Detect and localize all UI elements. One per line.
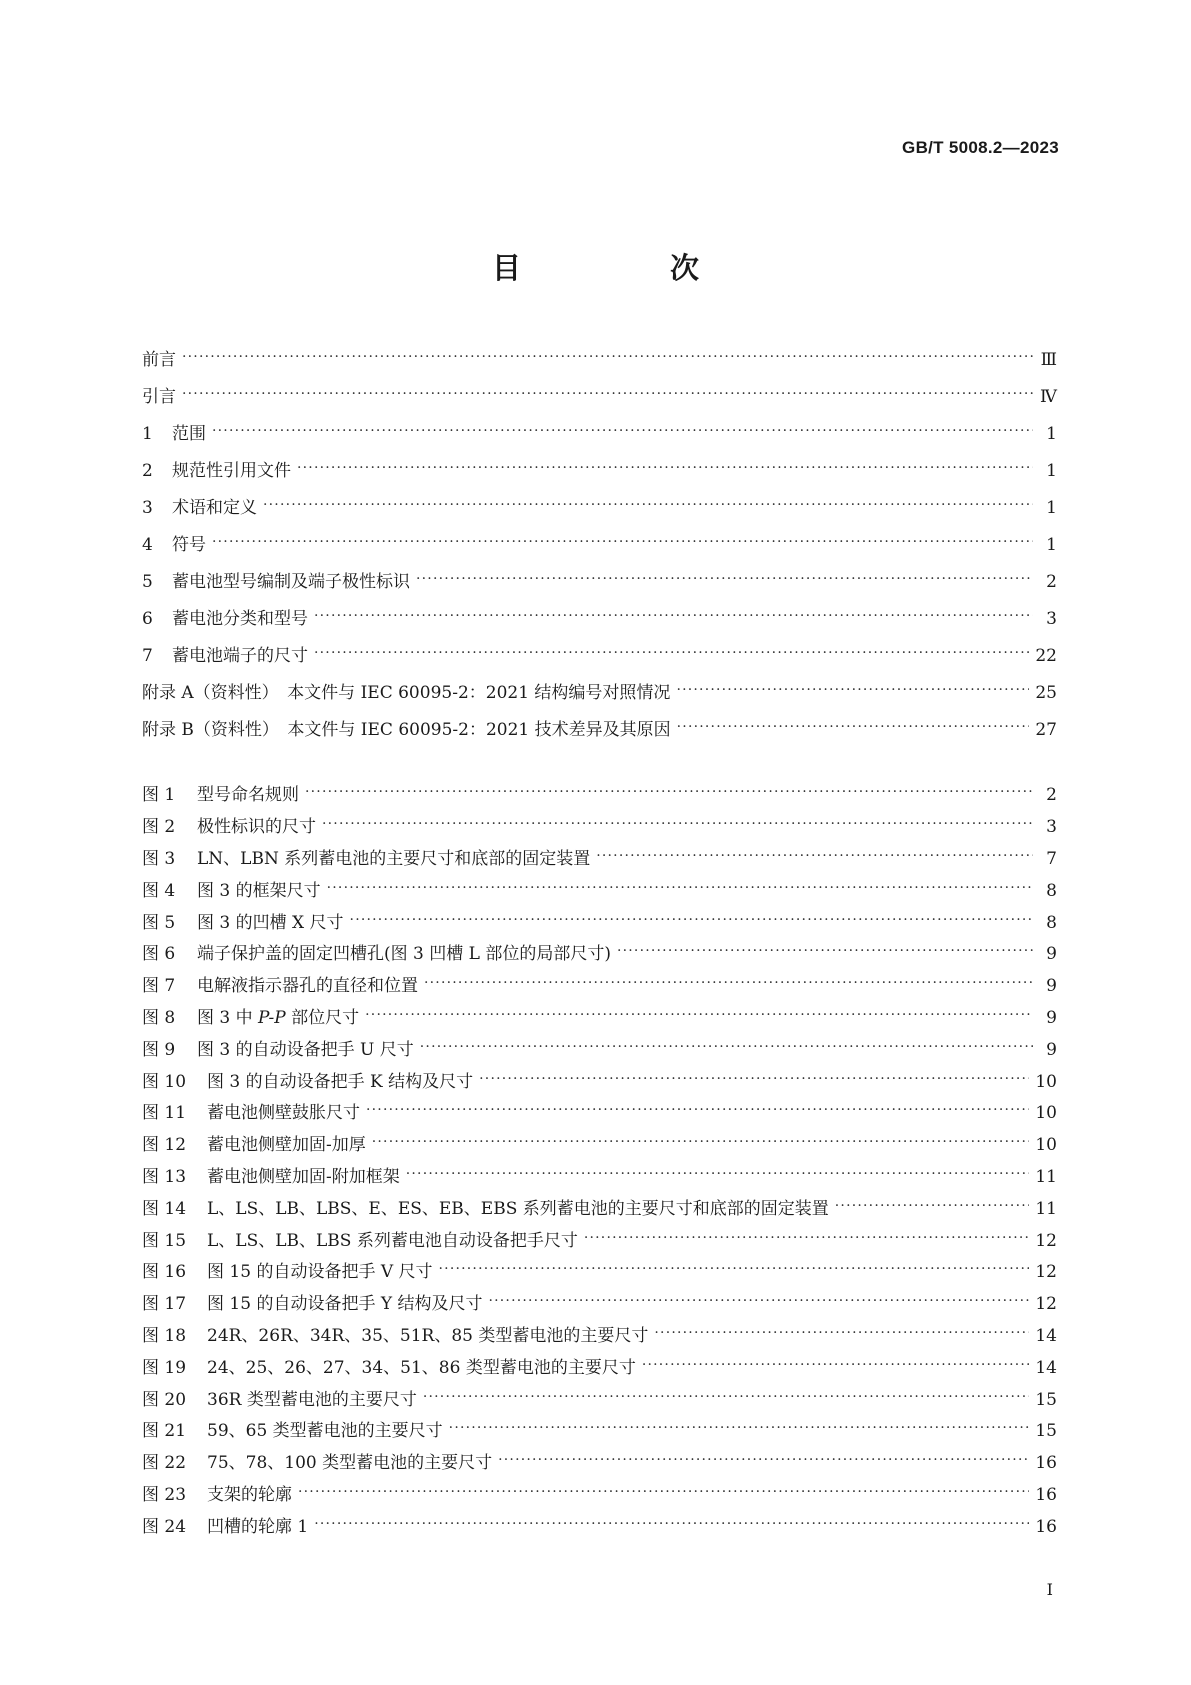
- toc-entry-3[interactable]: [142, 490, 1057, 527]
- dot-leader: [327, 883, 1033, 900]
- toc-entry-label: 范围: [172, 424, 206, 444]
- figure-page: 15: [1035, 1421, 1057, 1442]
- figure-label: 电解液指示器孔的直径和位置: [197, 976, 418, 997]
- figure-entry[interactable]: [142, 1098, 1057, 1130]
- dot-leader: [263, 500, 1033, 517]
- dot-leader: [584, 1233, 1030, 1250]
- figure-label: 型号命名规则: [197, 785, 299, 806]
- toc-entry-label: 术语和定义: [172, 498, 257, 518]
- toc-entry-number: 7: [142, 646, 153, 666]
- figure-entry[interactable]: [142, 1289, 1057, 1321]
- dot-leader: [449, 1423, 1030, 1440]
- figure-label: 蓄电池侧壁加固-加厚: [207, 1135, 366, 1156]
- figure-entry[interactable]: [142, 1193, 1057, 1225]
- figure-page: 7: [1046, 848, 1057, 869]
- dot-leader: [642, 1360, 1030, 1377]
- figure-label: 59、65 类型蓄电池的主要尺寸: [207, 1421, 443, 1442]
- figure-page: 15: [1035, 1389, 1057, 1410]
- dot-leader: [439, 1264, 1030, 1281]
- toc-entry-label: 规范性引用文件: [172, 461, 291, 481]
- toc-entry-2[interactable]: [142, 453, 1057, 490]
- toc-entry-annex-b[interactable]: [142, 712, 1057, 749]
- figure-page: 10: [1035, 1103, 1057, 1124]
- figure-entry[interactable]: [142, 939, 1057, 971]
- figure-page: 9: [1046, 944, 1057, 965]
- figure-page: 14: [1035, 1357, 1057, 1378]
- toc-entry-page: 1: [1046, 461, 1057, 481]
- dot-leader: [654, 1328, 1029, 1345]
- dot-leader: [314, 648, 1029, 665]
- dot-leader: [424, 978, 1033, 995]
- dot-leader: [305, 787, 1033, 804]
- dot-leader: [366, 1105, 1029, 1122]
- standard-code: GB/T 5008.2—2023: [902, 138, 1059, 157]
- toc-entry-page: 27: [1035, 720, 1057, 740]
- figure-entry[interactable]: [142, 1384, 1057, 1416]
- dot-leader: [420, 1042, 1033, 1059]
- figure-number: 图 20: [142, 1389, 187, 1410]
- figure-entry[interactable]: [142, 1352, 1057, 1384]
- toc-entry-foreword[interactable]: [142, 342, 1057, 379]
- toc-entry-7[interactable]: [142, 638, 1057, 675]
- page-folio: Ⅰ: [1046, 1580, 1053, 1599]
- figure-page: 2: [1046, 785, 1057, 806]
- figure-label-pre: 图 3 中: [197, 1007, 259, 1028]
- figure-page: 8: [1046, 912, 1057, 933]
- figure-page: 12: [1035, 1294, 1057, 1315]
- figure-label-italic: P-P: [258, 1007, 286, 1028]
- figure-number: 图 7: [142, 976, 176, 997]
- figure-page: 11: [1035, 1166, 1057, 1187]
- toc-entry-label: 附录 A（资料性） 本文件与 IEC 60095-2：2021 结构编号对照情况: [142, 683, 671, 703]
- figure-label: 75、78、100 类型蓄电池的主要尺寸: [207, 1453, 493, 1474]
- figure-number: 图 22: [142, 1453, 187, 1474]
- figure-label: 图 15 的自动设备把手 Y 结构及尺寸: [207, 1294, 483, 1315]
- toc-entry-page: 2: [1046, 572, 1057, 592]
- figure-number: 图 9: [142, 1039, 176, 1060]
- figure-label: 图 3 的框架尺寸: [197, 880, 321, 901]
- dot-leader: [297, 463, 1033, 480]
- toc-entry-number: 5: [142, 572, 153, 592]
- figure-page: 9: [1046, 1039, 1057, 1060]
- figure-entry[interactable]: [142, 844, 1057, 876]
- dot-leader: [212, 426, 1033, 443]
- toc-entry-page: 25: [1035, 683, 1057, 703]
- dot-leader: [676, 685, 1029, 702]
- dot-leader: [677, 722, 1030, 739]
- toc-entry-page: Ⅳ: [1040, 387, 1057, 407]
- figure-entry[interactable]: [142, 780, 1057, 812]
- toc-entry-page: 22: [1035, 646, 1057, 666]
- figure-number: 图 19: [142, 1357, 187, 1378]
- toc-entry-5[interactable]: [142, 564, 1057, 601]
- figure-page: 8: [1046, 880, 1057, 901]
- dot-leader: [350, 915, 1033, 932]
- dot-leader: [212, 537, 1033, 554]
- dot-leader: [416, 574, 1033, 591]
- dot-leader: [423, 1392, 1030, 1409]
- figure-label: 蓄电池侧壁加固-附加框架: [207, 1166, 400, 1187]
- figure-page: 16: [1035, 1453, 1057, 1474]
- dot-leader: [182, 352, 1033, 369]
- figure-label: 支架的轮廓: [207, 1484, 292, 1505]
- figure-page: 10: [1035, 1071, 1057, 1092]
- toc-entry-number: 1: [142, 424, 153, 444]
- figure-number: 图 17: [142, 1294, 187, 1315]
- dot-leader: [314, 611, 1033, 628]
- toc-entry-page: 1: [1046, 535, 1057, 555]
- figure-label: 24、25、26、27、34、51、86 类型蓄电池的主要尺寸: [207, 1357, 636, 1378]
- figure-label: 端子保护盖的固定凹槽孔(图 3 凹槽 L 部位的局部尺寸): [197, 944, 611, 965]
- dot-leader: [835, 1201, 1030, 1218]
- figure-label: L、LS、LB、LBS 系列蓄电池自动设备把手尺寸: [207, 1230, 578, 1251]
- dot-leader: [322, 819, 1033, 836]
- toc-entry-page: Ⅲ: [1040, 350, 1057, 370]
- toc-entry-number: 3: [142, 498, 153, 518]
- figure-entry[interactable]: [142, 1511, 1057, 1543]
- figure-number: 图 16: [142, 1262, 187, 1283]
- toc-entry-4[interactable]: [142, 527, 1057, 564]
- toc-entry-label: 蓄电池端子的尺寸: [172, 646, 308, 666]
- figure-entry[interactable]: [142, 1066, 1057, 1098]
- toc-entry-annex-a[interactable]: [142, 675, 1057, 712]
- figure-entry[interactable]: [142, 1162, 1057, 1194]
- figure-label: 图 3 的自动设备把手 K 结构及尺寸: [207, 1071, 474, 1092]
- figure-page: 16: [1035, 1484, 1057, 1505]
- figure-entry[interactable]: [142, 875, 1057, 907]
- toc-entry-label: 附录 B（资料性） 本文件与 IEC 60095-2：2021 技术差异及其原因: [142, 720, 671, 740]
- figure-page: 10: [1035, 1135, 1057, 1156]
- figure-entry[interactable]: [142, 1257, 1057, 1289]
- figure-page: 11: [1035, 1198, 1057, 1219]
- toc-entry-page: 3: [1046, 609, 1057, 629]
- figure-number: 图 24: [142, 1516, 187, 1537]
- figure-label: 36R 类型蓄电池的主要尺寸: [207, 1389, 417, 1410]
- dot-leader: [298, 1487, 1029, 1504]
- figure-number: 图 4: [142, 880, 176, 901]
- figure-number: 图 1: [142, 785, 176, 806]
- figure-number: 图 12: [142, 1135, 187, 1156]
- toc-entry-label: 符号: [172, 535, 206, 555]
- toc-entry-page: 1: [1046, 424, 1057, 444]
- figure-number: 图 21: [142, 1421, 187, 1442]
- page-title: 目 次: [491, 251, 759, 285]
- dot-leader: [372, 1137, 1030, 1154]
- toc-entry-label: 引言: [142, 387, 176, 407]
- toc-entry-label: 蓄电池型号编制及端子极性标识: [172, 572, 410, 592]
- figure-entry[interactable]: [142, 1130, 1057, 1162]
- toc-entry-number: 6: [142, 609, 153, 629]
- toc-entry-label: 蓄电池分类和型号: [172, 609, 308, 629]
- dot-leader: [596, 851, 1033, 868]
- figure-entry[interactable]: [142, 1003, 1057, 1035]
- figure-number: 图 23: [142, 1484, 187, 1505]
- dot-leader: [479, 1074, 1029, 1091]
- figure-label: 图 15 的自动设备把手 V 尺寸: [207, 1262, 433, 1283]
- dot-leader: [488, 1296, 1029, 1313]
- dot-leader: [314, 1519, 1029, 1536]
- figure-page: 14: [1035, 1325, 1057, 1346]
- figure-number: 图 3: [142, 848, 176, 869]
- figure-number: 图 6: [142, 944, 176, 965]
- dot-leader: [617, 946, 1033, 963]
- toc-entry-number: 4: [142, 535, 153, 555]
- figure-entry[interactable]: [142, 1448, 1057, 1480]
- toc-entry-label: 前言: [142, 350, 176, 370]
- figure-number: 图 13: [142, 1166, 187, 1187]
- figure-number: 图 8: [142, 1007, 176, 1028]
- figure-entry[interactable]: [142, 1480, 1057, 1512]
- figure-label: 图 3 的凹槽 X 尺寸: [197, 912, 344, 933]
- toc-entry-page: 1: [1046, 498, 1057, 518]
- figure-page: 16: [1035, 1516, 1057, 1537]
- toc-entry-1[interactable]: [142, 416, 1057, 453]
- figure-label: 图 3 的自动设备把手 U 尺寸: [197, 1039, 414, 1060]
- toc-list: [142, 342, 1057, 749]
- figure-entry[interactable]: [142, 1034, 1057, 1066]
- figure-entry[interactable]: [142, 1225, 1057, 1257]
- figure-page: 12: [1035, 1262, 1057, 1283]
- figure-label-post: 部位尺寸: [285, 1007, 360, 1028]
- figure-number: 图 18: [142, 1325, 187, 1346]
- figure-label: 极性标识的尺寸: [197, 817, 316, 838]
- figure-entry[interactable]: [142, 812, 1057, 844]
- figure-number: 图 11: [142, 1103, 187, 1124]
- toc-entry-number: 2: [142, 461, 153, 481]
- figure-number: 图 10: [142, 1071, 187, 1092]
- figure-entry[interactable]: [142, 1321, 1057, 1353]
- dot-leader: [498, 1455, 1029, 1472]
- dot-leader: [365, 1010, 1033, 1027]
- figure-entry[interactable]: [142, 907, 1057, 939]
- dot-leader: [406, 1169, 1030, 1186]
- figure-label: L、LS、LB、LBS、E、ES、EB、EBS 系列蓄电池的主要尺寸和底部的固定装置: [207, 1198, 829, 1219]
- figure-label: LN、LBN 系列蓄电池的主要尺寸和底部的固定装置: [197, 848, 591, 869]
- figure-page: 3: [1046, 817, 1057, 838]
- figure-label: 凹槽的轮廓 1: [207, 1516, 309, 1537]
- figure-number: 图 5: [142, 912, 176, 933]
- figure-page: 12: [1035, 1230, 1057, 1251]
- figure-entry[interactable]: [142, 1416, 1057, 1448]
- figure-list: [142, 780, 1057, 1543]
- figure-label: 蓄电池侧壁鼓胀尺寸: [207, 1103, 360, 1124]
- dot-leader: [182, 389, 1033, 406]
- toc-entry-introduction[interactable]: [142, 379, 1057, 416]
- figure-page: 9: [1046, 1007, 1057, 1028]
- figure-number: 图 14: [142, 1198, 187, 1219]
- figure-label: 24R、26R、34R、35、51R、85 类型蓄电池的主要尺寸: [207, 1325, 649, 1346]
- toc-entry-6[interactable]: [142, 601, 1057, 638]
- figure-number: 图 2: [142, 817, 176, 838]
- figure-label: [197, 1007, 360, 1028]
- figure-number: 图 15: [142, 1230, 187, 1251]
- figure-entry[interactable]: [142, 971, 1057, 1003]
- figure-page: 9: [1046, 976, 1057, 997]
